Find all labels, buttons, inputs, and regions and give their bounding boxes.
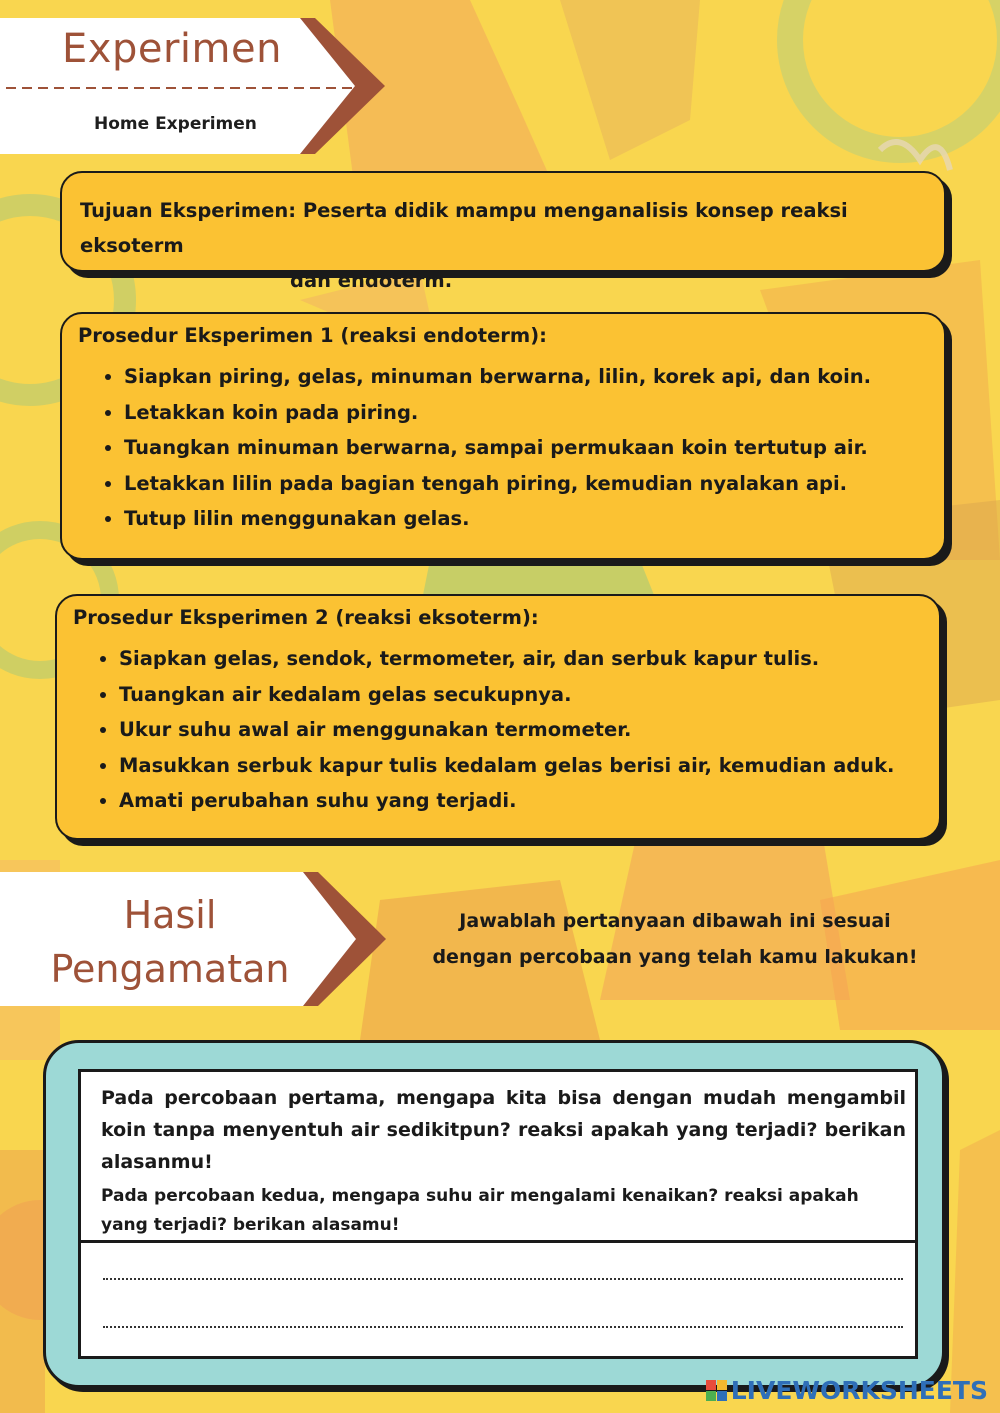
divider: [81, 1240, 915, 1243]
list-item: • Letakkan lilin pada bagian tengah piring, kemudian nyalakan api.: [124, 466, 871, 502]
results-title: [40, 888, 300, 996]
liveworksheets-watermark: [706, 1376, 988, 1405]
list-item: • Letakkan koin pada piring.: [124, 395, 871, 431]
answer-input-1[interactable]: [103, 1278, 903, 1280]
list-item: • Ukur suhu awal air menggunakan termometer.: [119, 712, 894, 748]
liveworksheets-logo-icon: [706, 1380, 727, 1401]
results-title-line-1: Hasil: [123, 893, 217, 937]
list-item: • Masukkan serbuk kapur tulis kedalam gelas berisi air, kemudian aduk.: [119, 748, 894, 784]
instruction-line-1: Jawablah pertanyaan dibawah ini sesuai: [459, 910, 891, 932]
procedure-2-title: Prosedur Eksperimen 2 (reaksi eksoterm):: [73, 606, 539, 629]
purpose-box: [60, 171, 946, 292]
procedure-2-list: [101, 641, 894, 819]
purpose-text: [80, 193, 930, 298]
list-item: • Amati perubahan suhu yang terjadi.: [119, 783, 894, 819]
list-item: • Tuangkan minuman berwarna, sampai permukaan koin tertutup air.: [124, 430, 871, 466]
answer-input-2[interactable]: [103, 1326, 903, 1328]
list-item: • Tuangkan air kedalam gelas secukupnya.: [119, 677, 894, 713]
watermark-text: LIVEWORKSHEETS: [730, 1376, 988, 1405]
results-instruction: [420, 903, 930, 975]
question-panel: [43, 1040, 945, 1388]
question-2: Pada percobaan kedua, mengapa suhu air mengalami kenaikan? reaksi apakah yang terjadi? berikan alasamu!: [101, 1186, 859, 1235]
procedure-1-list: [106, 359, 871, 537]
question-1: Pada percobaan pertama, mengapa kita bisa dengan mudah mengambil koin tanpa menyentuh air sedikitpun? reaksi apakah yang terjadi? berikan alasanmu!: [101, 1087, 906, 1173]
list-item: • Siapkan piring, gelas, minuman berwarna, lilin, korek api, dan koin.: [124, 359, 871, 395]
purpose-line-2: dan endoterm.: [290, 269, 453, 292]
purpose-line-1: Tujuan Eksperimen: Peserta didik mampu menganalisis konsep reaksi eksoterm: [80, 199, 848, 257]
list-item: • Tutup lilin menggunakan gelas.: [124, 501, 871, 537]
procedure-1-box: [60, 312, 946, 560]
question-card: [78, 1069, 918, 1359]
page-subtitle: Home Experimen: [94, 114, 257, 134]
procedure-2-box: [55, 594, 941, 840]
instruction-line-2: dengan percobaan yang telah kamu lakukan!: [432, 946, 918, 968]
list-item: • Siapkan gelas, sendok, termometer, air, dan serbuk kapur tulis.: [119, 641, 894, 677]
results-title-line-2: Pengamatan: [50, 947, 290, 991]
procedure-1-title: Prosedur Eksperimen 1 (reaksi endoterm):: [78, 324, 547, 347]
page-title: Experimen: [62, 26, 282, 72]
